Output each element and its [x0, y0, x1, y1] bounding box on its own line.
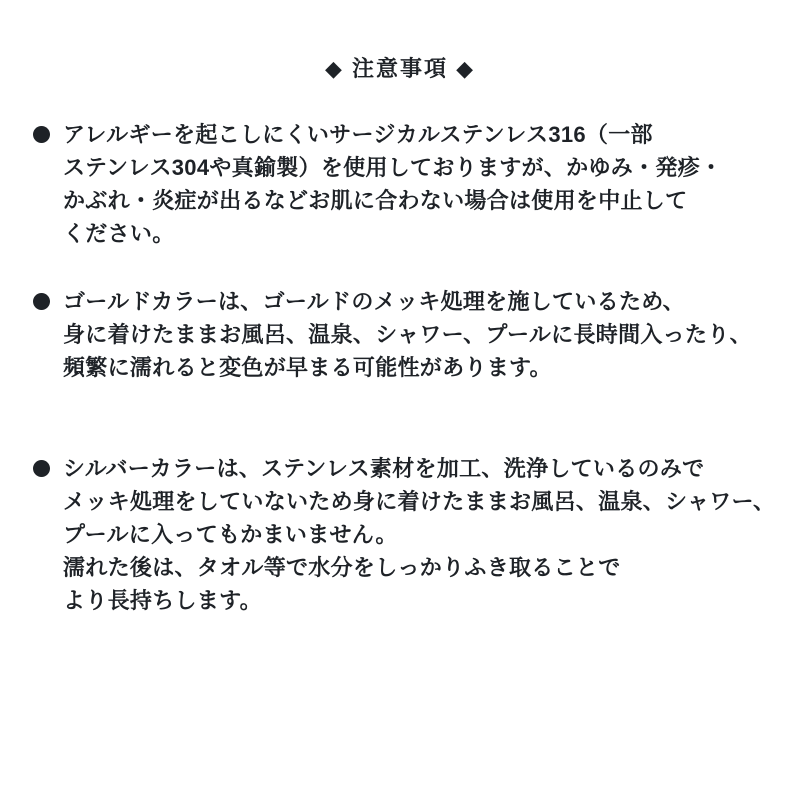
- bullet-icon: [33, 293, 50, 310]
- notice-line: メッキ処理をしていないため身に着けたままお風呂、温泉、シャワー、: [63, 489, 776, 514]
- notice-text: [63, 285, 752, 384]
- notice-line: 濡れた後は、タオル等で水分をしっかりふき取ることで: [63, 555, 621, 580]
- notice-line: 頻繁に濡れると変色が早まる可能性があります。: [63, 355, 552, 380]
- notice-line: ゴールドカラーは、ゴールドのメッキ処理を施しているため、: [63, 289, 685, 314]
- notice-item-allergy: [33, 118, 772, 250]
- notice-line: アレルギーを起こしにくいサージカルステンレス316（一部: [63, 122, 653, 147]
- notice-text: [63, 452, 775, 617]
- notice-line: シルバーカラーは、ステンレス素材を加工、洗浄しているのみで: [63, 456, 705, 481]
- notice-line: より長持ちします。: [63, 588, 262, 613]
- notice-line: プールに入ってもかまいません。: [63, 522, 398, 547]
- notice-line: 身に着けたままお風呂、温泉、シャワー、プールに長時間入ったり、: [63, 322, 752, 347]
- notice-item-gold-color: [33, 285, 772, 384]
- notice-line: ステンレス304や真鍮製）を使用しておりますが、かゆみ・発疹・: [63, 155, 723, 180]
- notice-line: かぶれ・炎症が出るなどお肌に合わない場合は使用を中止して: [63, 188, 688, 213]
- bullet-icon: [33, 460, 50, 477]
- notice-line: ください。: [63, 221, 175, 246]
- notice-list: [33, 118, 776, 617]
- notice-text: [63, 118, 722, 250]
- page-title: ◆ 注意事項 ◆: [324, 56, 476, 81]
- bullet-icon: [33, 126, 50, 143]
- notice-item-silver-color: [33, 452, 776, 617]
